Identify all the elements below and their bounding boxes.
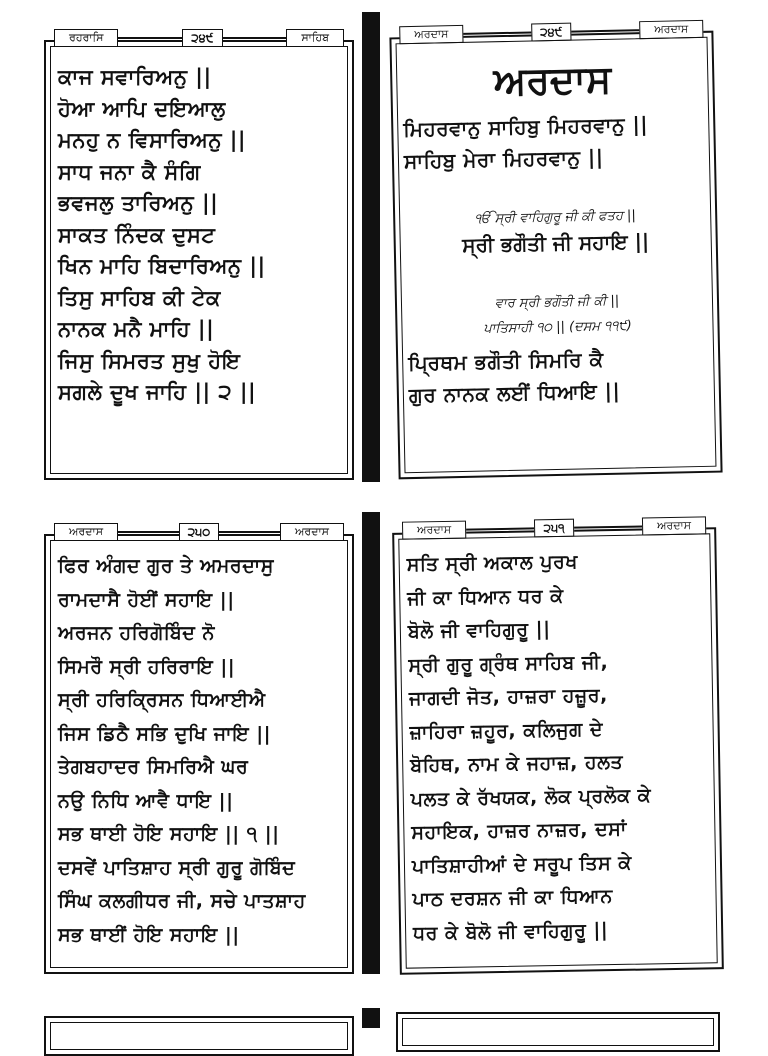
verse-line: ਮਨਹੁ ਨ ਵਿਸਾਰਿਅਨੁ || [58, 128, 247, 152]
binding-spine-next [362, 1008, 380, 1028]
page-header [54, 522, 344, 542]
verse-line: ਗੁਰ ਨਾਨਕ ਲਈਂ ਧਿਆਇ || [408, 378, 621, 407]
verse-line: ਸਾਕਤ ਨਿੰਦਕ ਦੁਸਟ [58, 222, 216, 247]
verse-line: ਸਿੰਘ ਕਲਗੀਧਰ ਜੀ, ਸਚੇ ਪਾਤਸ਼ਾਹ [58, 890, 306, 912]
page-250-ardas [44, 525, 354, 974]
var-heading: ਵਾਰ ਸ੍ਰੀ ਭਗੌਤੀ ਜੀ ਕੀ || [494, 293, 620, 312]
verse-line: ਨਾਨਕ ਮਨੈ ਮਾਹਿ || [58, 317, 215, 341]
fateh-line: ੴ ਸ੍ਰੀ ਵਾਹਿਗੁਰੂ ਜੀ ਕੀ ਫਤਹ || [474, 208, 636, 227]
verse-line: ਜਿਸੁ ਸਿਮਰਤ ਸੁਖੁ ਹੋਇ [58, 348, 241, 373]
verse-line: ਬੋਲੋ ਜੀ ਵਾਹਿਗੁਰੂ || [407, 618, 551, 643]
next-page-partial-left [44, 1016, 354, 1056]
verse-line: ਅਰਜਨ ਹਰਿਗੋਬਿੰਦ ਨੋ [58, 622, 215, 644]
verse-line: ਰਾਮਦਾਸੈ ਹੋਈਂ ਸਹਾਇ || [58, 588, 235, 611]
page-249-rehras [44, 31, 354, 480]
verse-line: ਜਿਸ ਡਿਠੈ ਸਭਿ ਦੁਖਿ ਜਾਇ || [58, 722, 272, 745]
verse-line: ਹੋਆ ਆਪਿ ਦਇਆਲੁ [58, 96, 226, 121]
verse-line: ਬੋਹਿਥ, ਨਾਮ ਕੇ ਜਹਾਜ਼, ਹਲਤ [410, 750, 624, 777]
page-251-ardas [392, 518, 724, 975]
verse-line: ਸਹਾਇਕ, ਹਾਜ਼ਰ ਨਾਜ਼ਰ, ਦਸਾਂ [411, 817, 627, 844]
verse-line: ਜੀ ਕਾ ਧਿਆਨ ਧਰ ਕੇ [407, 584, 564, 610]
verse-line: ਮਿਹਰਵਾਨੁ ਸਾਹਿਬੁ ਮਿਹਰਵਾਨੁ || [403, 112, 649, 142]
verse-line: ਸ੍ਰੀ ਹਰਿਕ੍ਰਿਸਨ ਧਿਆਈਐ [58, 689, 266, 711]
header-right-tab: ਅਰਦਾਸ [639, 20, 703, 39]
header-right-tab: ਅਰਦਾਸ [642, 516, 706, 535]
verse-line: ਪਾਠ ਦਰਸ਼ਨ ਜੀ ਕਾ ਧਿਆਨ [412, 885, 613, 911]
verse-line: ਸਤਿ ਸ੍ਰੀ ਅਕਾਲ ਪੁਰਖ [406, 550, 578, 576]
patshahi-heading: ਪਾਤਿਸਾਹੀ ੧੦ || (ਦਸਮ ੧੧੯) [483, 318, 632, 337]
verse-block [58, 550, 342, 952]
verse-line: ਸਭ ਥਾਈਂ ਹੋਇ ਸਹਾਇ || [58, 923, 240, 946]
page-header [54, 28, 344, 48]
verse-line: ਪ੍ਰਿਥਮ ਭਗੌਤੀ ਸਿਮਰਿ ਕੈ [407, 347, 604, 376]
verse-block [406, 543, 711, 950]
next-page-partial-right [396, 1012, 720, 1052]
verse-line: ਕਾਜ ਸਵਾਰਿਅਨੁ || [58, 65, 212, 89]
verse-line: ਭਵਜਲੁ ਤਾਰਿਅਨੁ || [58, 191, 219, 215]
page-number: ੨੪੯ [182, 29, 222, 47]
header-left-tab: ਅਰਦਾਸ [54, 523, 118, 541]
page-title: ਅਰਦਾਸ [493, 56, 612, 104]
verse-line: ਜ਼ਾਹਿਰਾ ਜ਼ਹੂਰ, ਕਲਿਜੁਗ ਦੇ [409, 717, 604, 744]
verse-line: ਸਾਧ ਜਨਾ ਕੈ ਸੰਗਿ [58, 159, 201, 184]
verse-line: ਫਿਰ ਅੰਗਦ ਗੁਰ ਤੇ ਅਮਰਦਾਸੁ [58, 555, 274, 577]
page-249-ardas [389, 22, 722, 480]
verse-line: ਨਉ ਨਿਧਿ ਆਵੈ ਧਾਇ || [58, 789, 234, 812]
verse-line: ਖਿਨ ਮਾਹਿ ਬਿਦਾਰਿਅਨੁ || [58, 254, 266, 278]
verse-line: ਜਾਗਦੀ ਜੋਤ, ਹਾਜ਼ਰਾ ਹਜ਼ੂਰ, [408, 684, 608, 710]
page-number: ੨੫੧ [534, 519, 573, 538]
page-number: ੨੫੦ [179, 523, 220, 541]
verse-line: ਪਲਤ ਕੇ ਰੱਖਯਕ, ਲੋਕ ਪ੍ਰਲੋਕ ਕੇ [410, 783, 652, 811]
verse-line: ਪਾਤਿਸ਼ਾਹੀਆਂ ਦੇ ਸਰੂਪ ਤਿਸ ਕੇ [411, 851, 632, 878]
verse-line: ਦਸਵੇਂ ਪਾਤਿਸ਼ਾਹ ਸ੍ਰੀ ਗੁਰੂ ਗੋਬਿੰਦ [58, 856, 296, 879]
binding-spine-top [362, 12, 380, 482]
verse-line: ਸਭ ਥਾਈ ਹੋਇ ਸਹਾਇ || ੧ || [58, 823, 280, 845]
verse-line: ਧਰ ਕੇ ਬੋਲੋ ਜੀ ਵਾਹਿਗੁਰੂ || [412, 918, 609, 945]
header-left-tab: ਅਰਦਾਸ [402, 521, 466, 540]
page-header [399, 19, 703, 45]
verse-line: ਤਿਸੁ ਸਾਹਿਬ ਕੀ ਟੇਕ [58, 285, 221, 310]
page-number: ੨੪੯ [531, 23, 572, 42]
header-right-tab: ਸਾਹਿਬ [286, 29, 344, 47]
verse-line: ਸ੍ਰੀ ਗੁਰੂ ਗ੍ਰੰਥ ਸਾਹਿਬ ਜੀ, [408, 650, 609, 677]
page-header [402, 515, 706, 540]
binding-spine-bottom [362, 512, 380, 974]
verse-line: ਸਾਹਿਬੁ ਮੇਰਾ ਮਿਹਰਵਾਨੁ || [403, 144, 604, 173]
verse-line: ਸਿਮਰੌ ਸ੍ਰੀ ਹਰਿਰਾਇ || [58, 655, 236, 678]
verse-line: ਸਗਲੇ ਦੂਖ ਜਾਹਿ || ੨ || [58, 380, 257, 404]
header-left-tab: ਰਹਰਾਸਿ [54, 29, 118, 47]
verse-line: ਤੇਗਬਹਾਦਰ ਸਿਮਰਿਐ ਘਰ [58, 756, 249, 778]
header-right-tab: ਅਰਦਾਸ [280, 523, 344, 541]
sahai-line: ਸ੍ਰੀ ਭਗੌਤੀ ਜੀ ਸਹਾਇ || [462, 229, 650, 257]
verse-block [58, 62, 342, 409]
header-left-tab: ਅਰਦਾਸ [399, 25, 463, 44]
